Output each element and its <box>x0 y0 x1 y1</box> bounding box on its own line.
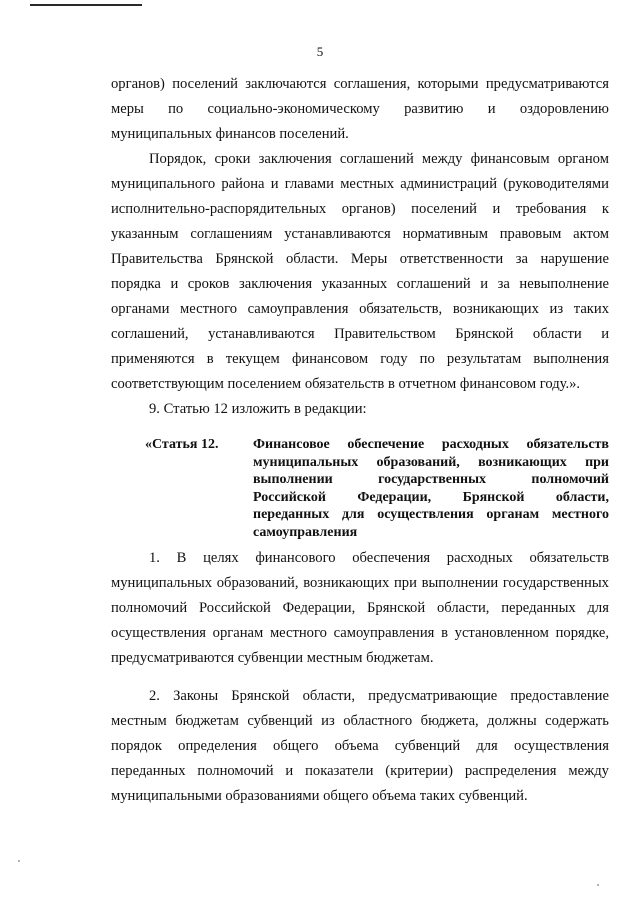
title-line <box>253 506 609 524</box>
word: и <box>270 176 279 192</box>
text-line: муниципальными образованиями общего объема таких субвенций. <box>111 788 528 804</box>
word: полномочий <box>531 472 609 487</box>
word: Федерации, <box>357 489 432 505</box>
word: актом <box>573 226 609 242</box>
word: нормативным <box>402 226 488 242</box>
word: показатели <box>305 763 374 779</box>
text-line <box>111 322 609 347</box>
word: возникающих <box>478 454 567 470</box>
word: образований, <box>376 454 460 470</box>
word: таких <box>573 301 609 317</box>
word: и <box>170 276 179 292</box>
word: бюджетам <box>175 713 239 729</box>
word: органов) <box>341 201 396 217</box>
amendment-item-9: 9. Статью 12 изложить в редакции: <box>149 401 367 417</box>
word: местного <box>269 625 327 641</box>
word: применяются <box>111 351 195 367</box>
word: правовым <box>499 226 562 242</box>
word: полномочий <box>111 600 188 616</box>
word: выполнения <box>533 351 609 367</box>
paragraph-continuation <box>111 72 609 147</box>
text-line <box>111 684 609 709</box>
word: выполнении <box>421 575 499 591</box>
word: 1. <box>149 550 160 566</box>
word: муниципальных <box>253 454 359 470</box>
text-line <box>111 72 609 97</box>
word: при <box>585 454 609 470</box>
word: переданных <box>111 763 186 779</box>
word: соглашений, <box>111 326 189 342</box>
word: общего <box>273 738 319 754</box>
title-line <box>253 489 609 507</box>
word: области, <box>555 489 609 505</box>
word: поселений <box>172 76 238 92</box>
word: содержать <box>545 713 609 729</box>
word: самоуправления <box>247 301 349 317</box>
word: самоуправления <box>333 625 435 641</box>
word: устанавливаются <box>208 326 315 342</box>
paragraph-agreements <box>111 147 609 422</box>
text-line <box>111 621 609 646</box>
word: осуществления <box>513 738 609 754</box>
word: государственных <box>502 575 609 591</box>
word: Правительством <box>334 326 436 342</box>
word: соглашений <box>396 276 471 292</box>
title-line <box>253 471 609 489</box>
word: текущем <box>225 351 280 367</box>
word: В <box>176 550 187 566</box>
word: из <box>321 713 335 729</box>
article-title <box>253 436 609 541</box>
word: органами <box>111 301 170 317</box>
text-line <box>111 596 609 621</box>
word: по <box>168 101 184 117</box>
word: меры <box>111 101 144 117</box>
word: субвенций <box>247 713 313 729</box>
word: органам <box>212 625 264 641</box>
word: переданных <box>501 600 576 616</box>
word: и <box>285 763 294 779</box>
title-line: самоуправления <box>253 524 358 540</box>
word: ответственности <box>399 251 504 267</box>
word: субвенций <box>394 738 461 754</box>
scan-artifact-line <box>30 4 142 6</box>
word: социально-экономическому <box>207 101 380 117</box>
word: распределения <box>464 763 557 779</box>
word: предусматриваются <box>485 76 609 92</box>
word: обязательств <box>526 437 609 452</box>
word: органов) <box>111 76 165 92</box>
word: Брянской <box>367 600 426 616</box>
word: установленном <box>454 625 549 641</box>
text-line <box>111 272 609 297</box>
word: при <box>393 575 417 591</box>
word: году <box>380 351 408 367</box>
word: Законы <box>173 688 219 704</box>
word: соглашениям <box>190 226 273 242</box>
word: местных <box>340 176 395 192</box>
word: результатам <box>446 351 522 367</box>
word: порядок <box>111 738 162 754</box>
word: обеспечения <box>352 550 431 566</box>
word: государственных <box>378 472 487 487</box>
word: которыми <box>417 76 479 92</box>
word: (критерии) <box>385 763 453 779</box>
word: для <box>587 600 609 616</box>
word: финансового <box>255 550 336 566</box>
word: местного <box>551 507 609 522</box>
word: должны <box>487 713 537 729</box>
scan-speck <box>597 884 599 886</box>
word: 2. <box>149 688 160 704</box>
word: осуществления <box>377 507 474 522</box>
word: Брянской <box>231 688 290 704</box>
word: соглашений <box>339 151 414 167</box>
article-label: «Статья 12. <box>145 437 219 452</box>
word: возникающих <box>303 575 390 591</box>
word: устанавливаются <box>284 226 391 242</box>
text-line <box>111 347 609 372</box>
text-line: предусматриваются субвенции местным бюджетам. <box>111 650 434 666</box>
word: местным <box>111 713 167 729</box>
text-line <box>111 247 609 272</box>
scan-speck <box>18 860 20 862</box>
text-line <box>111 297 609 322</box>
word: оздоровлению <box>519 101 609 117</box>
word: области, <box>436 600 490 616</box>
word: Правительства <box>111 251 203 267</box>
word: финансовом <box>291 351 369 367</box>
word: объема <box>334 738 379 754</box>
word: указанных <box>321 276 388 292</box>
word: определения <box>178 738 257 754</box>
word: области, <box>302 688 356 704</box>
paragraph-clause-2 <box>111 684 609 809</box>
text-line <box>111 197 609 222</box>
word: в <box>441 625 448 641</box>
word: муниципальных <box>111 575 213 591</box>
word: к <box>601 201 609 217</box>
word: осуществления <box>111 625 206 641</box>
text-line <box>111 97 609 122</box>
word: Меры <box>350 251 388 267</box>
word: исполнительно-распорядительных <box>111 201 327 217</box>
word: за <box>497 276 510 292</box>
text-line <box>111 759 609 784</box>
word: района <box>221 176 265 192</box>
word: и <box>492 201 501 217</box>
word: местного <box>180 301 237 317</box>
word: предоставление <box>510 688 609 704</box>
text-line: соответствующим поселением обязательств в отчетном финансовом году.». <box>111 376 581 392</box>
word: органам <box>486 507 540 522</box>
word: образований, <box>216 575 299 591</box>
word: обеспечение <box>347 437 425 452</box>
word: соглашения, <box>333 76 411 92</box>
text-line <box>111 546 609 571</box>
word: области. <box>285 251 339 267</box>
word: указанным <box>111 226 179 242</box>
word: из <box>549 301 564 317</box>
word: выполнении <box>253 472 333 487</box>
text-line <box>111 709 609 734</box>
word: Порядок, <box>149 151 207 167</box>
word: развитию <box>404 101 464 117</box>
word: за <box>515 251 528 267</box>
word: расходных <box>441 437 509 452</box>
word: сроки <box>214 151 251 167</box>
word: области <box>532 326 582 342</box>
word: для <box>476 738 498 754</box>
word: переданных <box>253 507 330 522</box>
title-line <box>253 454 609 472</box>
text-line <box>111 222 609 247</box>
word: нарушение <box>540 251 609 267</box>
word: расходных <box>446 550 513 566</box>
word: для <box>341 507 365 522</box>
word: финансовым <box>470 151 550 167</box>
word: между <box>568 763 609 779</box>
word: областного <box>343 713 413 729</box>
word: главами <box>284 176 334 192</box>
word: Российской <box>253 489 326 505</box>
title-line <box>253 436 609 454</box>
text-line <box>111 571 609 596</box>
word: заключаются <box>245 76 327 92</box>
page-number: 5 <box>316 44 324 59</box>
text-line <box>111 172 609 197</box>
word: по <box>419 351 435 367</box>
word: бюджета, <box>420 713 479 729</box>
word: требования <box>515 201 587 217</box>
word: порядке, <box>555 625 609 641</box>
word: и <box>601 326 609 342</box>
paragraph-clause-1 <box>111 546 609 671</box>
word: сроков <box>187 276 230 292</box>
word: предусматривающие <box>368 688 498 704</box>
word: в <box>206 351 214 367</box>
word: Российской <box>198 600 271 616</box>
word: полномочий <box>197 763 274 779</box>
word: муниципального <box>111 176 216 192</box>
word: невыполнение <box>519 276 609 292</box>
word: Брянской <box>462 489 525 505</box>
word: порядка <box>111 276 161 292</box>
word: Федерации, <box>282 600 356 616</box>
word: возникающих <box>452 301 539 317</box>
text-line <box>111 147 609 172</box>
word: администраций <box>400 176 498 192</box>
word: между <box>421 151 463 167</box>
word: Финансовое <box>253 437 330 452</box>
word: заключения <box>238 276 313 292</box>
word: Брянской <box>215 251 274 267</box>
word: и <box>480 276 489 292</box>
text-line: муниципальных финансов поселений. <box>111 126 349 142</box>
word: поселений <box>411 201 477 217</box>
text-line <box>111 734 609 759</box>
word: целях <box>203 550 239 566</box>
word: органом <box>557 151 609 167</box>
word: (руководителями <box>503 176 609 192</box>
word: и <box>487 101 496 117</box>
word: обязательств <box>529 550 609 566</box>
word: обязательств, <box>359 301 443 317</box>
word: Брянской <box>455 326 514 342</box>
word: заключения <box>258 151 332 167</box>
